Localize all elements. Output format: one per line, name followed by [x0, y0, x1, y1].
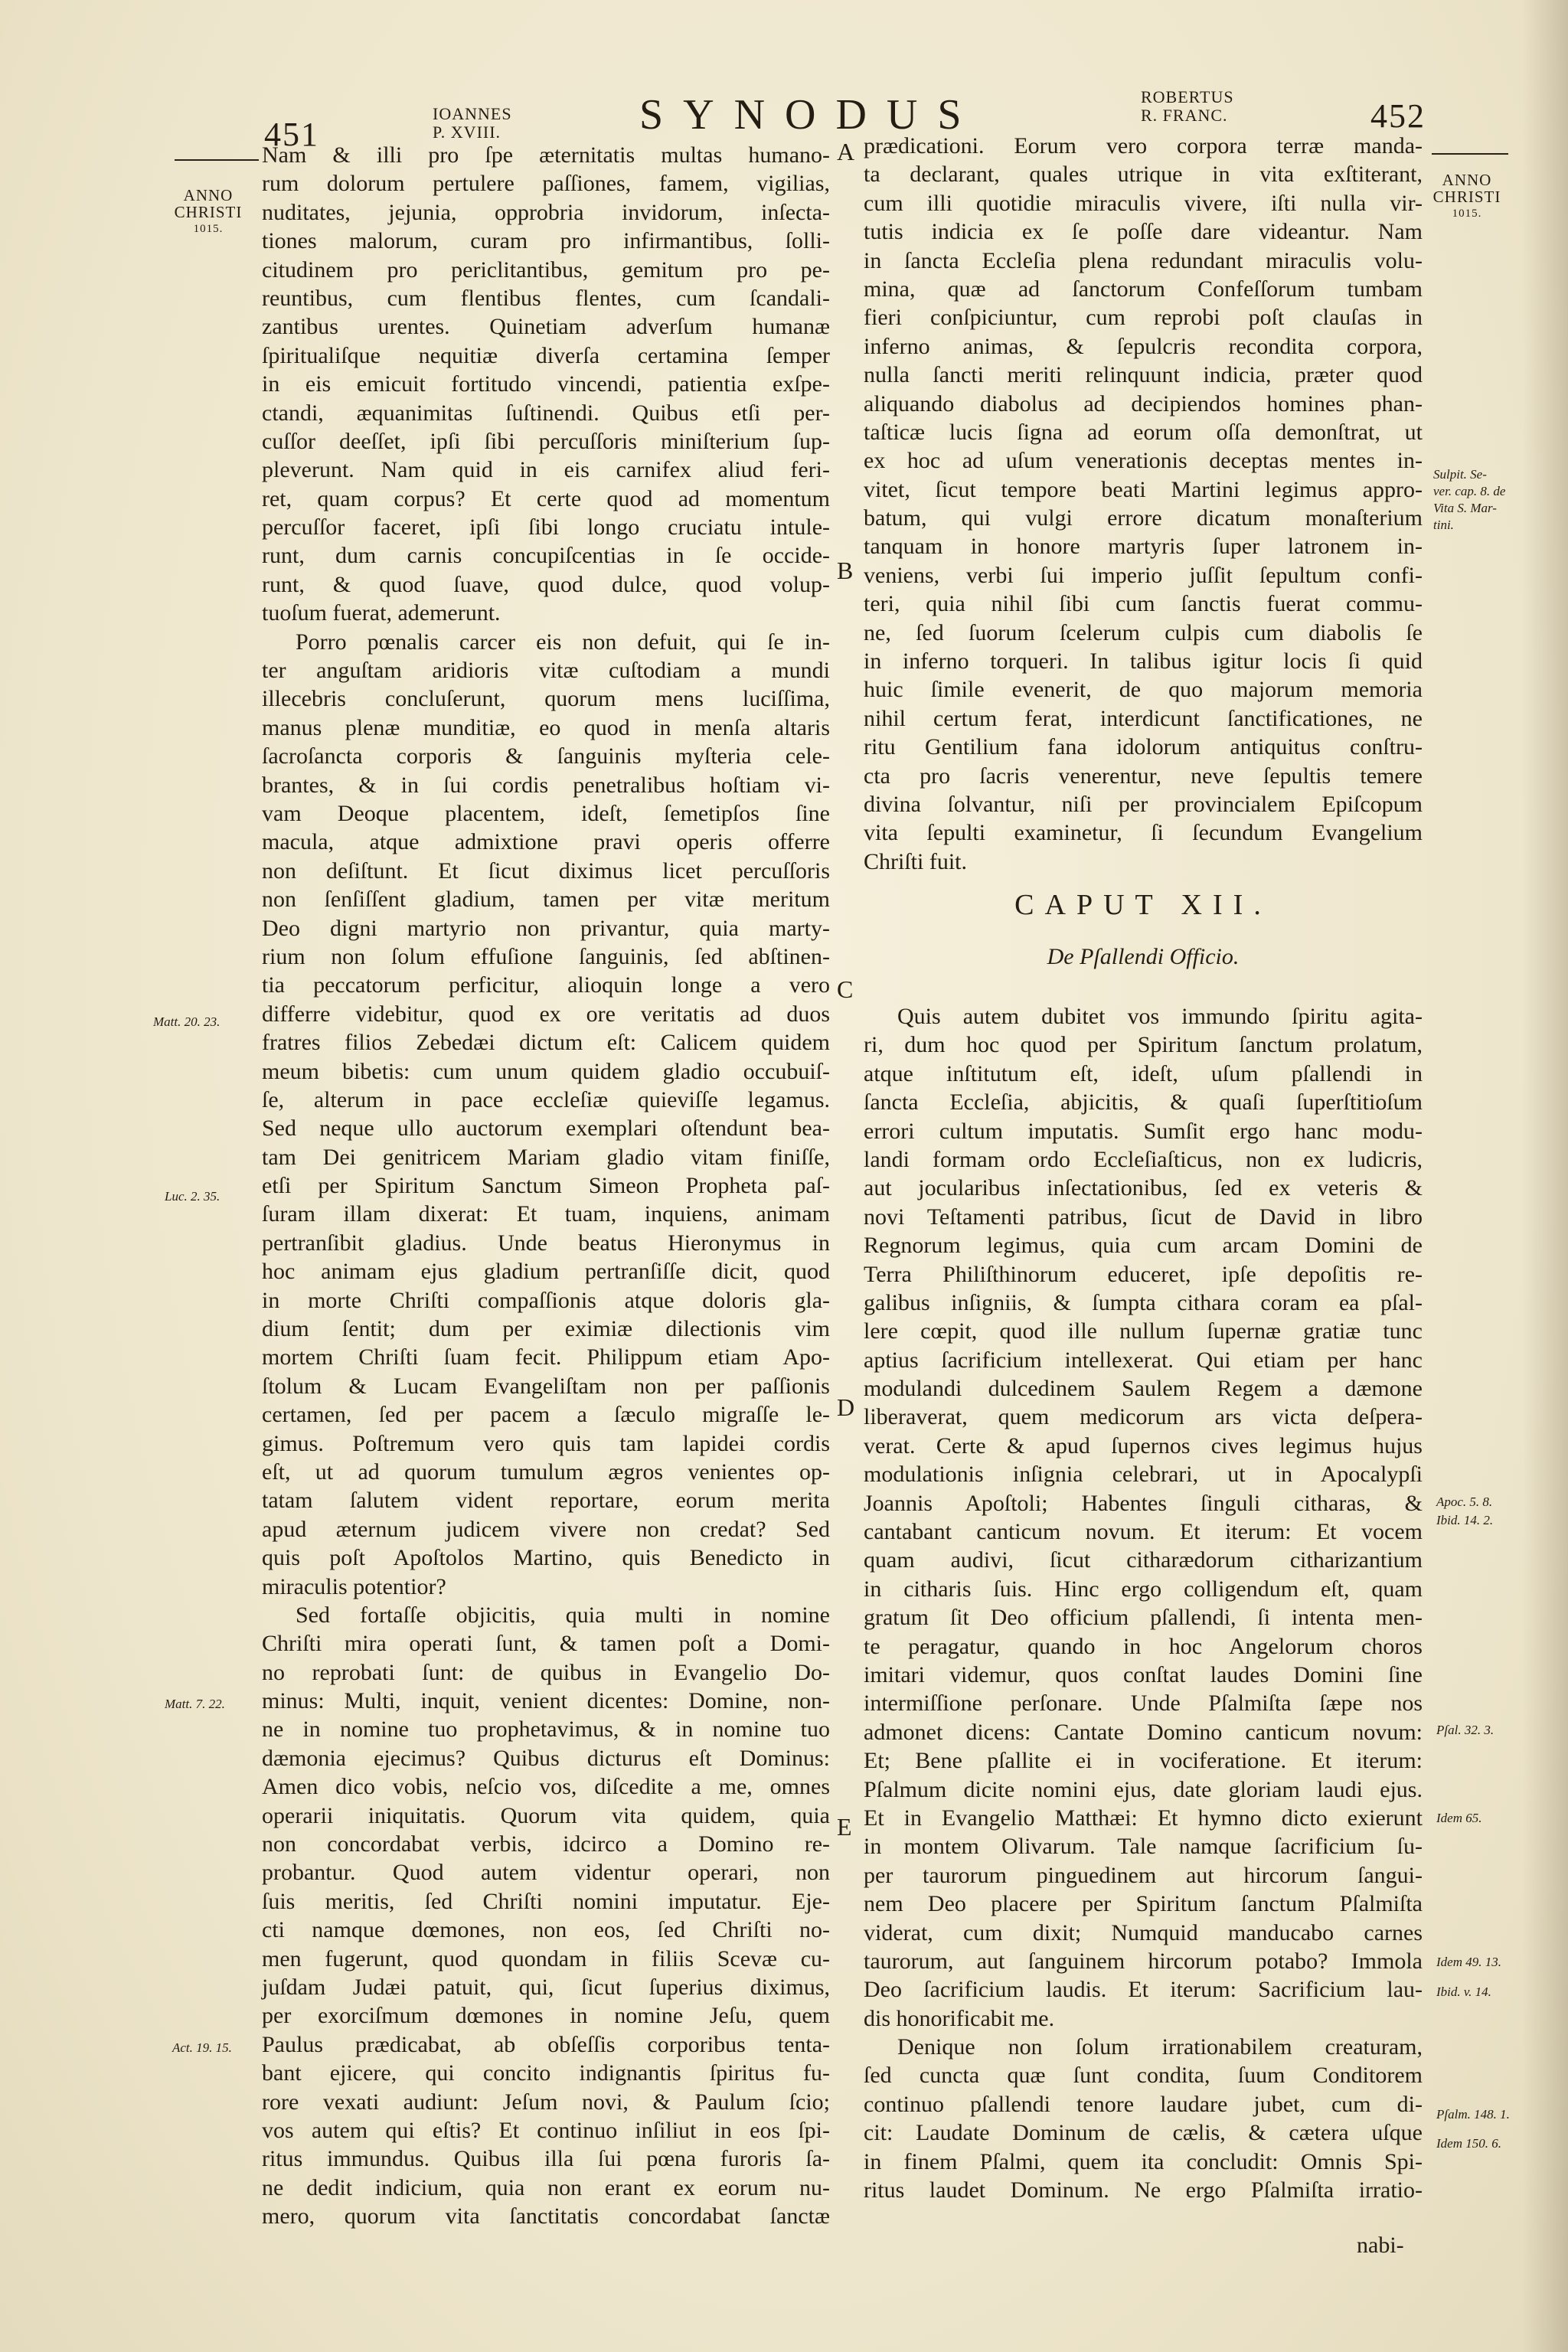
text-line: hoc animam ejus gladium pertranſiſſe dicit, quod [262, 1259, 830, 1285]
text-line: ne, ſed ſuorum ſcelerum culpis cum diabolis ſe [864, 619, 1423, 645]
right-text-column-chapter [864, 1002, 1423, 2204]
text-line: juſdam Judæi patuit, qui, ſicut ſuperius diximus, [262, 1975, 830, 2000]
margin-ref-psal-32: Pſal. 32. 3. [1436, 1723, 1494, 1737]
header-rule-left [175, 159, 259, 161]
margin-ref-idem-49: Idem 49. 13. [1436, 1955, 1501, 1969]
margin-ref-apoc-5: Apoc. 5. 8. [1436, 1494, 1493, 1509]
text-line: pertranſibit gladius. Unde beatus Hieronymus in [262, 1230, 830, 1256]
text-line: meum bibetis: cum unum quidem gladio occubuiſ- [262, 1058, 830, 1084]
text-line: quis poſt Apoſtolos Martino, quis Benedicto in [262, 1545, 830, 1571]
text-line: prædicationi. Eorum vero corpora terræ manda- [864, 133, 1423, 158]
text-line: modulationis inſignia celebrari, ut in Apocalypſi [864, 1462, 1423, 1488]
text-line: citudinem pro periclitantibus, gemitum pro pe- [262, 256, 830, 283]
text-line: aut jocularibus inſectationibus, ſed ex veteris & [864, 1175, 1423, 1201]
text-line: admonet dicens: Cantate Domino canticum novum: [864, 1719, 1423, 1745]
anno-christi-left [170, 187, 247, 237]
text-line: ſancta Eccleſia, abjicitis, & quaſi ſuperſtitioſum [864, 1089, 1423, 1116]
text-line: in inferno torqueri. In talibus igitur locis ſi quid [864, 648, 1423, 675]
text-line: Chriſti mira operati ſunt, & tamen poſt a Domi- [262, 1631, 830, 1657]
text-line: cuſſor deeſſet, ipſi ſibi percuſſoris miniſterium ſup- [262, 428, 830, 454]
text-line: vos autem qui eſtis? Et continuo inſiliut in eos ſpi- [262, 2117, 830, 2143]
text-line: ſuis meritis, ſed Chriſti nomini imputatur. Eje- [262, 1888, 830, 1914]
text-line: cta pro ſacris venerentur, neve ſepultis temere [864, 763, 1423, 789]
catchword: nabi- [1357, 2233, 1404, 2258]
margin-ref-act-19: Act. 19. 15. [172, 2040, 232, 2055]
text-line: ter anguſtam aridioris vitæ cuſtodiam a mundi [262, 658, 830, 684]
text-line: Terra Philiſthinorum educeret, ipſe depoſitis re- [864, 1261, 1423, 1287]
text-line: ritus laudet Dominum. Ne ergo Pſalmiſta irratio- [864, 2177, 1423, 2203]
text-line: mina, quæ ad ſanctorum Confeſſorum tumbam [864, 276, 1423, 302]
text-line: tanquam in honore martyris ſuper latronem in- [864, 534, 1423, 560]
text-line: Sed neque ullo auctorum exemplari oſtendunt bea- [262, 1116, 830, 1142]
text-line: brantes, & in ſui cordis penetralibus hoſtiam vi- [262, 772, 830, 798]
text-line: zantibus urentes. Quinetiam adverſum humanæ [262, 314, 830, 340]
text-line: ritus immundus. Quibus illa ſui pœna furoris ſa- [262, 2146, 830, 2172]
text-line: Nam & illi pro ſpe æternitatis multas humano- [262, 142, 830, 168]
left-text-column [262, 141, 830, 2231]
header-pope-line1: IOANNES [433, 104, 512, 123]
text-line: runt, dum carnis concupiſcentias in ſe occide- [262, 543, 830, 569]
text-line: errori cultum imputatis. Sumſit ergo hanc modu- [864, 1118, 1423, 1144]
text-line: teri, quia nihil ſibi cum ſanctis fuerat commu- [864, 591, 1423, 617]
text-line: Pſalmum dicite nomini ejus, date gloriam laudi ejus. [864, 1776, 1423, 1802]
text-line: galibus inſigniis, & ſumpta cithara coram ea pſal- [864, 1289, 1423, 1315]
text-line: cit: Laudate Dominum de cælis, & cætera uſque [864, 2120, 1423, 2146]
text-line: ta declarant, quales utrique in vita exſtiterant, [864, 162, 1423, 188]
text-line: nuditates, jejunia, opprobria invidorum, inſecta- [262, 199, 830, 225]
text-line: ne in nomine tuo prophetavimus, & in nomine tuo [262, 1717, 830, 1743]
page-number-left: 451 [264, 116, 319, 153]
anno-christi-right [1429, 172, 1505, 222]
section-letter-a: A [837, 138, 855, 165]
section-letter-b: B [837, 557, 854, 584]
margin-ref-luc-2: Luc. 2. 35. [165, 1189, 220, 1204]
text-line: tuoſum fuerat, ademerunt. [262, 600, 501, 626]
text-line: Joannis Apoſtoli; Habentes ſinguli citharas, & [864, 1490, 1423, 1516]
header-rule-right [1432, 153, 1508, 155]
text-line: Deo ſacrificium laudis. Et iterum: Sacrificium lau- [864, 1977, 1423, 2003]
text-line: taſticæ lucis ſigna ad eorum oſſa demonſtrat, ut [864, 419, 1423, 445]
text-line: bant ejicere, qui concito indignantis ſpiritus fu- [262, 2060, 830, 2086]
text-line: nulla ſancti meriti relinquunt indicia, præter quod [864, 362, 1423, 388]
text-line: in finem Pſalmi, quem ita concludit: Omnis Spi- [864, 2148, 1423, 2174]
text-line: ſe, alterum in pace eccleſiæ quieviſſe legamus. [262, 1086, 830, 1112]
text-line: nihil certum ferat, interdicunt ſanctificationes, ne [864, 705, 1423, 731]
text-line: cti namque dœmones, non eos, ſed Chriſti no- [262, 1917, 830, 1943]
text-line: lere cœpit, quod ille nullum ſupernæ gratiæ tunc [864, 1318, 1423, 1344]
text-line: liberaverat, quem medicorum ars victa deſpera- [864, 1404, 1423, 1430]
text-line: Porro pœnalis carcer eis non defuit, qui ſe in- [296, 629, 830, 655]
text-line: Amen dico vobis, neſcio vos, diſcedite a me, omnes [262, 1774, 830, 1800]
text-line: ne dedit indicium, quia non erant ex eorum nu- [262, 2174, 830, 2200]
text-line: dium ſentit; dum per eximiæ dilectionis vim [262, 1316, 830, 1342]
text-line: ſuram illam dixerat: Et tuam, inquiens, animam [262, 1201, 830, 1227]
text-line: atque inſtitutum eſt, ideſt, uſum pſallendi in [864, 1060, 1423, 1086]
text-line: reuntibus, cum flentibus flentes, cum ſcandali- [262, 285, 830, 311]
text-line: imitari videmur, quos conſtat laudes Domini ſine [864, 1661, 1423, 1687]
margin-ref-sulpit-1: Sulpit. Se- [1433, 467, 1487, 482]
running-title: SYNODUS [639, 91, 982, 139]
text-line: cum illi quotidie miraculis vivere, iſti nulla vir- [864, 190, 1423, 216]
margin-ref-sulpit-3: Vita S. Mar- [1433, 501, 1497, 515]
text-line: ſtolum & Lucam Evangeliſtam non per paſſionis [262, 1373, 830, 1399]
text-line: per exorciſmum dœmones in nomine Jeſu, quem [262, 2003, 830, 2029]
text-line: ret, quam corpus? Et certe quod ad momentum [262, 485, 830, 511]
text-line: ri, dum hoc quod per Spiritum ſanctum prolatum, [864, 1032, 1423, 1058]
text-line: non deſiſtunt. Et ſicut diximus licet percuſſoris [262, 858, 830, 884]
text-line: Regnorum legimus, quia cum arcam Domini de [864, 1233, 1423, 1259]
text-line: vam Deoque placentem, ideſt, ſemetipſos ſine [262, 800, 830, 826]
text-line: fieri conſpiciuntur, cum reprobi poſt clauſas in [864, 305, 1423, 331]
text-line: cantabant canticum novum. Et iterum: Et vocem [864, 1519, 1423, 1545]
text-line: veniens, verbi ſui imperio juſſit ſepultum confi- [864, 562, 1423, 588]
text-line: batum, qui vulgi errore dicatum monaſterium [864, 505, 1423, 531]
chapter-title: CAPUT XII. [1014, 889, 1272, 921]
header-king-name [1141, 88, 1234, 125]
text-line: ſed cuncta quæ ſunt condita, ſuum Conditorem [864, 2063, 1423, 2089]
anno-right-line1: ANNO [1442, 171, 1492, 189]
text-line: quam audivi, ſicut citharædorum citharizantium [864, 1547, 1423, 1573]
text-line: probantur. Quod autem videntur operari, non [262, 1860, 830, 1886]
anno-left-line3: 1015. [193, 223, 224, 235]
text-line: operarii iniquitatis. Quorum vita quidem, quia [262, 1802, 830, 1828]
text-line: aliquando diabolus ad decipiendos homines phan- [864, 390, 1423, 416]
text-line: Sed fortaſſe objicitis, quia multi in nomine [296, 1602, 830, 1628]
text-line: mortem Chriſti ſuam fecit. Philippum etiam Apo- [262, 1344, 830, 1370]
text-line: fratres filios Zebedæi dictum eſt: Calicem quidem [262, 1030, 830, 1056]
section-letter-d: D [837, 1393, 855, 1421]
text-line: gimus. Poſtremum vero quis tam lapidei cordis [262, 1430, 830, 1456]
text-line: Paulus prædicabat, ab obſeſſis corporibus tenta- [262, 2031, 830, 2057]
text-line: vitet, ſicut tempore beati Martini legimus appro- [864, 476, 1423, 502]
text-line: modulandi dulcedinem Saulem Regem a dæmone [864, 1376, 1423, 1402]
text-line: illecebris concluſerunt, quorum mens luciſſima, [262, 686, 830, 712]
anno-left-line2: CHRISTI [174, 203, 243, 221]
margin-ref-matt-7: Matt. 7. 22. [165, 1697, 225, 1711]
text-line: divina ſolvantur, niſi per provincialem Epiſcopum [864, 791, 1423, 817]
text-line: mero, quorum vita ſanctitatis concordabat ſanctæ [262, 2203, 830, 2230]
margin-ref-sulpit-2: ver. cap. 8. de [1433, 484, 1506, 498]
text-line: in ſancta Eccleſia plena redundant miraculis volu- [864, 247, 1423, 273]
section-letter-c: C [837, 975, 854, 1003]
text-line: differre videbitur, quod ex ore veritatis ad duos [262, 1001, 830, 1027]
anno-right-line2: CHRISTI [1432, 188, 1501, 206]
text-line: viderat, cum dixit; Numquid manducabo carnes [864, 1919, 1423, 1945]
text-line: dis honorificabit me. [864, 2005, 1055, 2031]
text-line: ſpiritualiſque nequitiæ diverſa certamina ſemper [262, 342, 830, 368]
text-line: tatam ſalutem vident reportare, eorum merita [262, 1488, 830, 1514]
header-king-line1: ROBERTUS [1141, 87, 1234, 106]
text-line: rium non ſolum effuſione ſanguinis, ſed abſtinen- [262, 943, 830, 969]
text-line: inferno animas, & ſepulcris recondita corpora, [864, 333, 1423, 359]
text-line: tam Dei genitricem Mariam gladio vitam finiſſe, [262, 1144, 830, 1170]
text-line: vita ſepulti examinetur, ſi ſecundum Evangelium [864, 820, 1423, 846]
text-line: intermiſſione perſonare. Unde Pſalmiſta ſæpe nos [864, 1690, 1423, 1717]
margin-ref-ibid-14: Ibid. 14. 2. [1436, 1513, 1494, 1527]
text-line: pleverunt. Nam quid in eis carnifex aliud feri- [262, 457, 830, 483]
text-line: no reprobati ſunt: de quibus in Evangelio Do- [262, 1659, 830, 1685]
text-line: etſi per Spiritum Sanctum Simeon Propheta paſ- [262, 1173, 830, 1199]
text-line: ritu Gentilium fana idolorum antiquitus conſtru- [864, 734, 1423, 760]
text-line: te peragatur, quando in hoc Angelorum choros [864, 1633, 1423, 1659]
text-line: tutis indicia ex ſe poſſe dare videantur. Nam [864, 219, 1423, 245]
text-line: gratum ſit Deo officium pſallendi, ſi intenta men- [864, 1605, 1423, 1631]
text-line: in citharis ſuis. Hinc ergo colligendum eſt, quam [864, 1576, 1423, 1602]
text-line: in eis emicuit fortitudo vincendi, patientia exſpe- [262, 371, 830, 397]
text-line: Chriſti fuit. [864, 848, 967, 874]
header-pope-name [433, 105, 512, 142]
header-king-line2: R. FRANC. [1141, 106, 1228, 125]
margin-ref-idem-150: Idem 150. 6. [1436, 2136, 1501, 2151]
text-line: per taurorum pinguedinem aut hircorum ſangui- [864, 1862, 1423, 1888]
text-line: ctandi, æquanimitas ſuſtinendi. Quibus etſi per- [262, 400, 830, 426]
text-line: runt, & quod ſuave, quod dulce, quod volup- [262, 571, 830, 597]
text-line: percuſſor faceret, ipſi ſibi longo cruciatu intule- [262, 514, 830, 541]
anno-left-line1: ANNO [183, 186, 234, 204]
text-line: Deo digni martyrio non privantur, quia marty- [262, 915, 830, 941]
chapter-subtitle: De Pſallendi Officio. [1047, 944, 1240, 969]
text-line: macula, atque admixtione pravi operis offerre [262, 829, 830, 855]
text-line: dæmonia ejecimus? Quibus dicturus eſt Dominus: [262, 1745, 830, 1771]
text-line: continuo pſallendi tenore laudare jubet, cum di- [864, 2091, 1423, 2117]
margin-ref-matt-20: Matt. 20. 23. [153, 1014, 220, 1029]
text-line: certamen, ſed per pacem a ſæculo migraſſe le- [262, 1402, 830, 1428]
text-line: manus plenæ munditiæ, eo quod in menſa altaris [262, 714, 830, 740]
text-line: Et; Bene pſallite ei in vociferatione. Et iterum: [864, 1748, 1423, 1774]
text-line: eſt, ut ad quorum tumulum ægros venientes op- [262, 1459, 830, 1485]
text-line: tia peccatorum perficitur, alioquin longe a vero [262, 972, 830, 998]
text-line: non concordabat verbis, idcirco a Domino re- [262, 1831, 830, 1857]
margin-ref-ibid-v14: Ibid. v. 14. [1436, 1984, 1491, 1999]
text-line: ſacroſancta corporis & ſanguinis myſteria cele- [262, 743, 830, 769]
text-line: miraculis potentior? [262, 1573, 446, 1599]
margin-ref-idem-65: Idem 65. [1436, 1811, 1482, 1825]
text-line: in montem Olivarum. Tale namque ſacrificium ſu- [864, 1834, 1423, 1860]
page-number-right: 452 [1370, 97, 1426, 135]
text-line: Denique non ſolum irrationabilem creaturam, [897, 2034, 1423, 2060]
text-line: verat. Certe & apud ſupernos cives legimus hujus [864, 1432, 1423, 1459]
right-text-column [864, 132, 1423, 876]
text-line: rore vexati audiunt: Jeſum novi, & Paulum ſcio; [262, 2089, 830, 2115]
text-line: Et in Evangelio Matthæi: Et hymno dicto exierunt [864, 1805, 1423, 1831]
text-line: aptius ſacrificium intellexerat. Qui etiam per hanc [864, 1347, 1423, 1373]
anno-right-line3: 1015. [1452, 207, 1482, 220]
text-line: Quis autem dubitet vos immundo ſpiritu agita- [897, 1004, 1423, 1029]
text-line: novi Teſtamenti patribus, ſicut de David in libro [864, 1204, 1423, 1230]
page-edge-shadow [1522, 0, 1568, 2352]
margin-ref-sulpit-4: tini. [1433, 518, 1454, 532]
text-line: taurorum, aut ſanguinem hircorum potabo? Immola [864, 1948, 1423, 1974]
text-line: landi formam ordo Eccleſiaſticus, non ex ludicris, [864, 1146, 1423, 1172]
text-line: apud æternum judicem vivere non credat? Sed [262, 1516, 830, 1542]
text-line: rum dolorum pertulere paſſiones, famem, vigilias, [262, 171, 830, 197]
text-line: non ſenſiſſent gladium, tamen per vitæ meritum [262, 887, 830, 913]
text-line: in morte Chriſti compaſſionis atque doloris gla- [262, 1287, 830, 1313]
text-line: ex hoc ad uſum venerationis deceptas mentes in- [864, 448, 1423, 474]
margin-ref-psalm-148: Pſalm. 148. 1. [1436, 2107, 1510, 2122]
text-line: huic ſimile evenerit, de quo majorum memoria [864, 677, 1423, 703]
text-line: men fugerunt, quod quondam in filiis Scevæ cu- [262, 1945, 830, 1971]
section-letter-e: E [837, 1813, 852, 1841]
text-line: tiones malorum, curam pro infirmantibus, ſolli- [262, 228, 830, 254]
text-line: nem Deo placere per Spiritum ſanctum Pſalmiſta [864, 1891, 1423, 1917]
header-pope-line2: P. XVIII. [433, 122, 501, 142]
text-line: minus: Multi, inquit, venient dicentes: Domine, non- [262, 1688, 830, 1714]
